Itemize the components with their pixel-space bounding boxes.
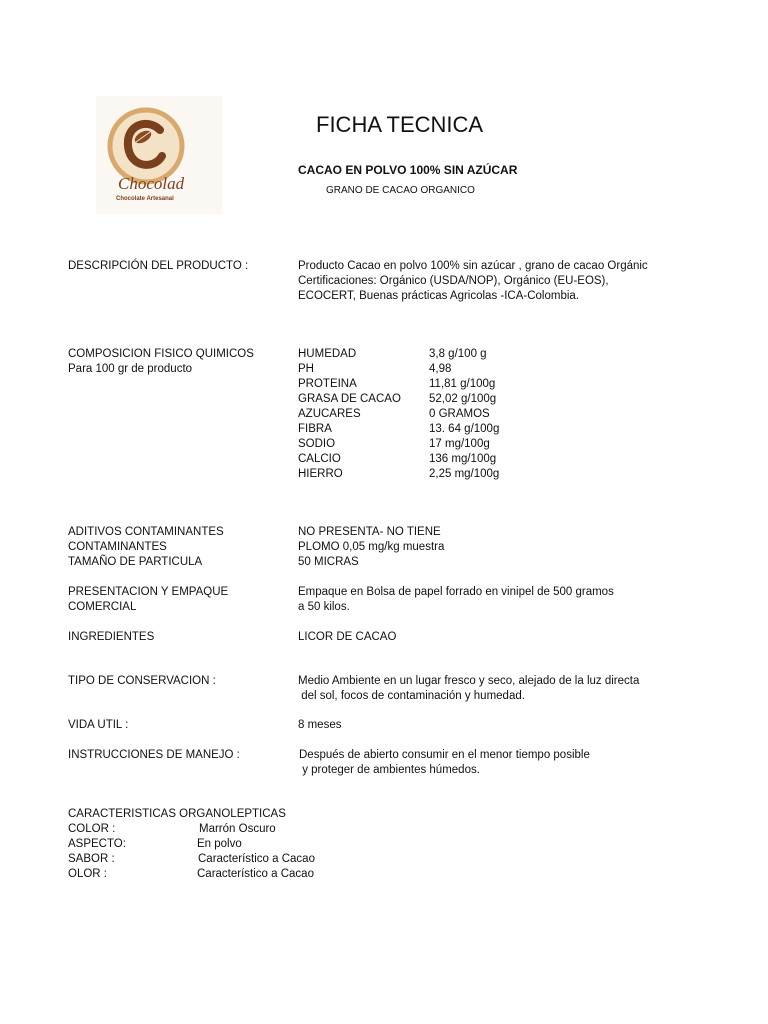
composicion-labels: [68, 347, 254, 377]
composicion-names: [298, 347, 401, 482]
presentacion-line: a 50 kilos.: [298, 601, 350, 613]
table-row-name: PH: [298, 363, 314, 375]
table-row-value: 3,8 g/100 g: [429, 348, 487, 360]
table-row-name: FIBRA: [298, 423, 332, 435]
ingredientes-label: INGREDIENTES: [68, 631, 155, 643]
chocolad-logo-icon: [96, 96, 222, 214]
aditivos-values: [298, 525, 444, 570]
table-row-value: 13. 64 g/100g: [429, 423, 500, 435]
descripcion-label: DESCRIPCIÓN DEL PRODUCTO :: [68, 260, 249, 272]
aditivos-label: TAMAÑO DE PARTICULA: [68, 556, 203, 568]
aditivos-value: PLOMO 0,05 mg/kg muestra: [298, 541, 445, 553]
table-row-name: GRASA DE CACAO: [298, 393, 401, 405]
descripcion-line: Certificaciones: Orgánico (USDA/NOP), Orgánico (EU-EOS),: [298, 275, 609, 287]
logo-tagline-text: Chocolate Artesanal: [116, 196, 174, 202]
table-row-value: 0 GRAMOS: [429, 408, 490, 420]
vida-util-value: 8 meses: [298, 719, 342, 731]
instrucciones-text: [299, 748, 590, 778]
descripcion-line: Producto Cacao en polvo 100% sin azúcar , grano de cacao Orgánic: [298, 260, 648, 272]
aditivos-label: CONTAMINANTES: [68, 541, 167, 553]
presentacion-text: [298, 585, 614, 615]
table-row-value: 52,02 g/100g: [429, 393, 497, 405]
instrucciones-line: Después de abierto consumir en el menor tiempo posible: [299, 749, 590, 761]
organoleptica-value: Característico a Cacao: [198, 853, 315, 865]
table-row-value: 136 mg/100g: [429, 453, 497, 465]
page-title: FICHA TECNICA: [316, 112, 484, 137]
organoleptica-value: Característico a Cacao: [197, 868, 314, 880]
instrucciones-line: y proteger de ambientes húmedos.: [299, 764, 480, 776]
organoleptica-name: OLOR :: [68, 868, 107, 880]
organoleptica-value: Marrón Oscuro: [199, 823, 276, 835]
organoleptica-name: ASPECTO:: [68, 838, 126, 850]
aditivos-labels: [68, 525, 224, 570]
table-row-value: 4,98: [429, 363, 452, 375]
aditivos-value: NO PRESENTA- NO TIENE: [298, 526, 441, 538]
table-row-name: HUMEDAD: [298, 348, 357, 360]
descripcion-text: [298, 259, 672, 304]
organoleptica-value: En polvo: [197, 838, 242, 850]
table-row-name: SODIO: [298, 438, 336, 450]
conservacion-text: [298, 674, 639, 704]
table-row-value: 17 mg/100g: [429, 438, 490, 450]
organolepticas-label: CARACTERISTICAS ORGANOLEPTICAS: [68, 808, 286, 820]
vida-util-label: VIDA UTIL :: [68, 719, 129, 731]
aditivos-label: ADITIVOS CONTAMINANTES: [68, 526, 224, 538]
organolepticas-names: [68, 822, 126, 882]
aditivos-value: 50 MICRAS: [298, 556, 359, 568]
instrucciones-label: INSTRUCCIONES DE MANEJO :: [68, 749, 240, 761]
table-row-value: 2,25 mg/100g: [429, 468, 500, 480]
product-name: CACAO EN POLVO 100% SIN AZÚCAR: [298, 163, 518, 177]
conservacion-label: TIPO DE CONSERVACION :: [68, 675, 216, 687]
presentacion-line: Empaque en Bolsa de papel forrado en vinipel de 500 gramos: [298, 586, 614, 598]
organoleptica-name: SABOR :: [68, 853, 115, 865]
composicion-values: [429, 347, 499, 482]
presentacion-label: COMERCIAL: [68, 601, 137, 613]
organoleptica-name: COLOR :: [68, 823, 116, 835]
table-row-value: 11,81 g/100g: [429, 378, 496, 390]
composicion-label: COMPOSICION FISICO QUIMICOS: [68, 348, 254, 360]
table-row-name: PROTEINA: [298, 378, 357, 390]
presentacion-label: PRESENTACION Y EMPAQUE: [68, 586, 229, 598]
product-subtitle: GRANO DE CACAO ORGANICO: [326, 185, 475, 196]
ingredientes-value: LICOR DE CACAO: [298, 631, 397, 643]
table-row-name: CALCIO: [298, 453, 341, 465]
composicion-sublabel: Para 100 gr de producto: [68, 363, 193, 375]
logo-brand-text: Chocolad: [118, 174, 185, 193]
brand-logo: [96, 96, 222, 214]
descripcion-line: ECOCERT, Buenas prácticas Agricolas -ICA-Colombia.: [298, 290, 580, 302]
table-row-name: HIERRO: [298, 468, 343, 480]
conservacion-line: del sol, focos de contaminación y humedad.: [298, 690, 525, 702]
presentacion-labels: [68, 585, 228, 615]
table-row-name: AZUCARES: [298, 408, 361, 420]
conservacion-line: Medio Ambiente en un lugar fresco y seco, alejado de la luz directa: [298, 675, 640, 687]
